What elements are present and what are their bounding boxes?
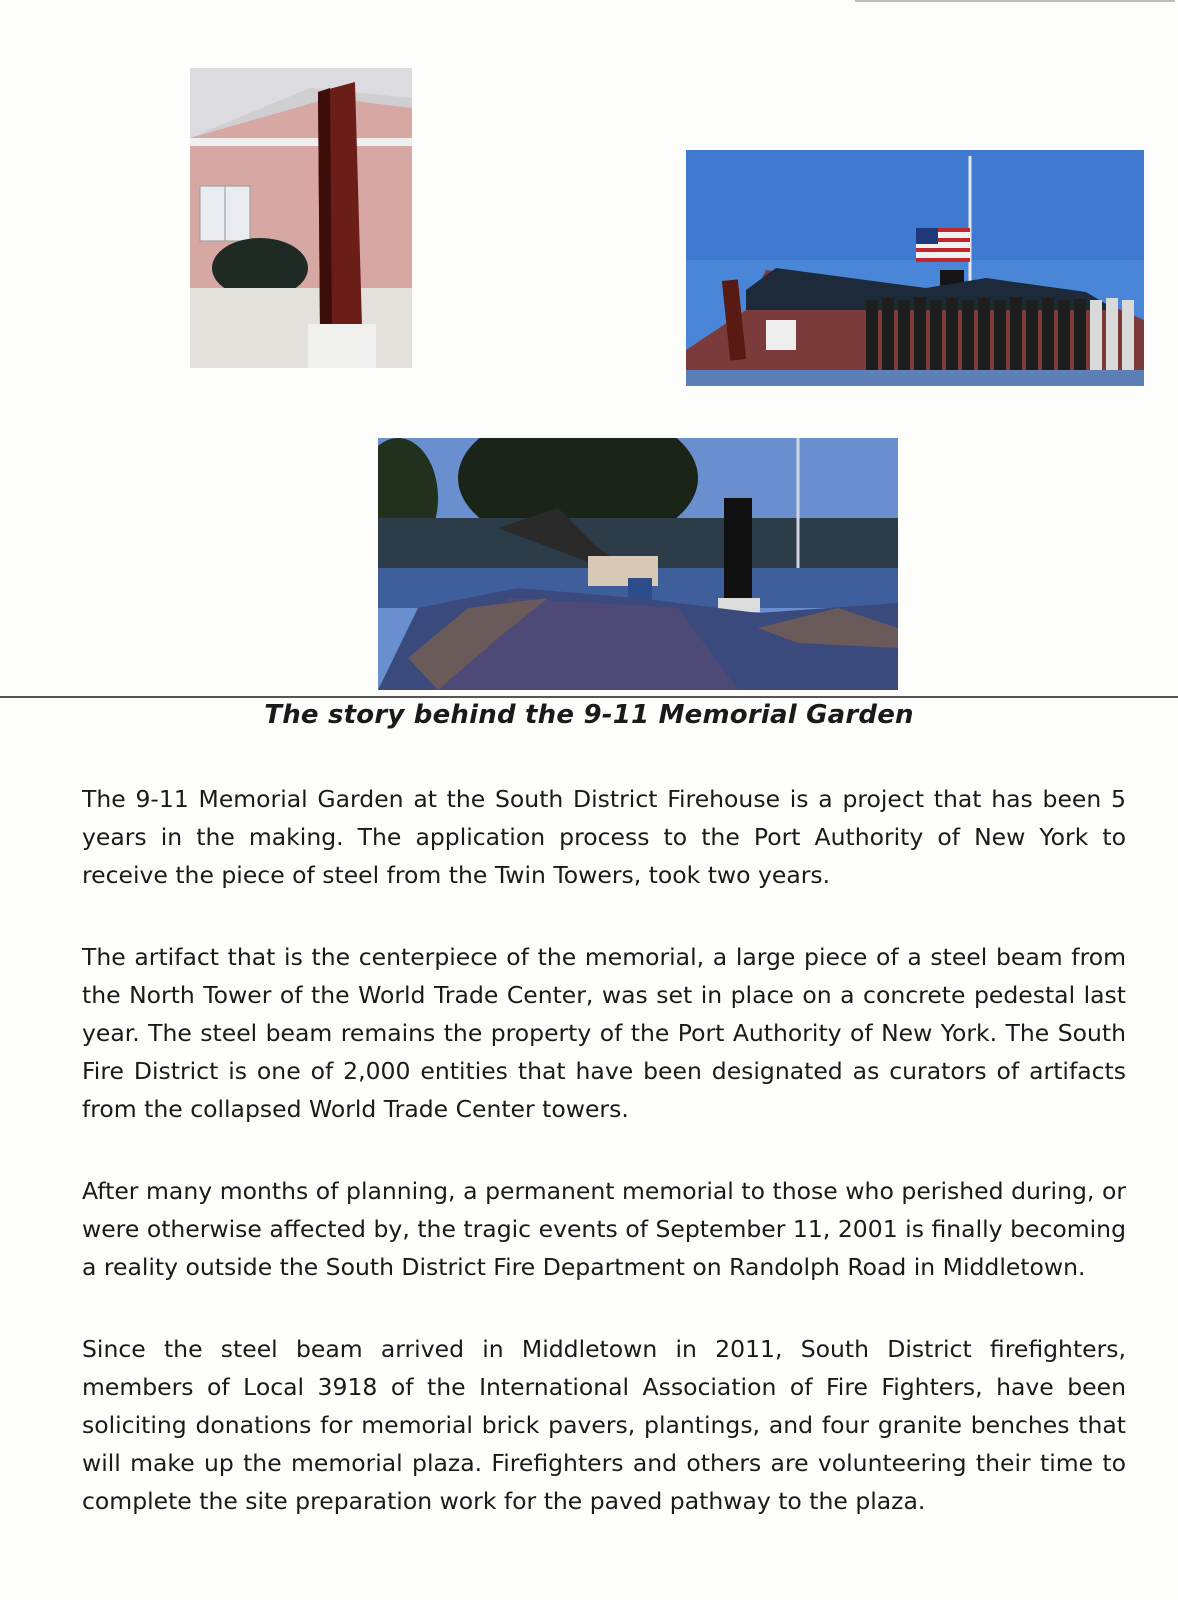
article-title: The story behind the 9-11 Memorial Garden — [264, 700, 914, 730]
paragraph-4: Since the steel beam arrived in Middletown in 2011, South District firefighters, members of Local 3918 of the International Association of Fire Fighters, have been soliciting donations for memorial brick pavers, plantings, and four granite benches that will make up the memorial plaza. Firefighters and others are volunteering their time to complete the site preparation work for the paved pathway to the plaza. — [82, 1335, 1126, 1515]
article-body — [82, 780, 1126, 1564]
top-edge-rule — [855, 0, 1175, 2]
paragraph-3: After many months of planning, a permanent memorial to those who perished during, or were otherwise affected by, the tragic events of September 11, 2001 is finally becoming a reality outside the South District Fire Department on Randolph Road in Middletown. — [82, 1177, 1126, 1281]
paragraph-2: The artifact that is the centerpiece of the memorial, a large piece of a steel beam from the North Tower of the World Trade Center, was set in place on a concrete pedestal last year. The steel beam remains the property of the Port Authority of New York. The South Fire District is one of 2,000 entities that have been designated as curators of artifacts from the collapsed World Trade Center towers. — [82, 943, 1126, 1123]
site-preparation-photo — [378, 438, 898, 690]
section-divider — [0, 696, 1178, 698]
flag-ceremony-photo — [686, 150, 1144, 386]
steel-beam-photo — [190, 68, 412, 368]
paragraph-1: The 9-11 Memorial Garden at the South District Firehouse is a project that has been 5 years in the making. The application process to the Port Authority of New York to receive the piece of steel from the Twin Towers, took two years. — [82, 785, 1126, 889]
